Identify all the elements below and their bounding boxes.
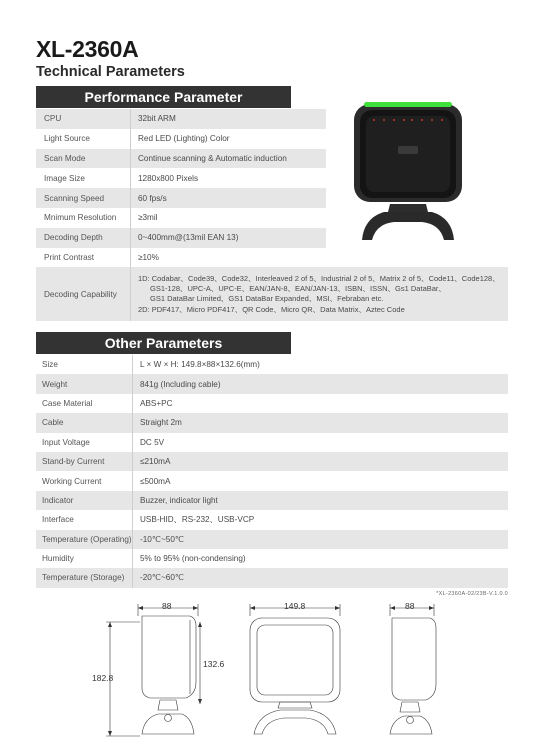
row-label: Scan Mode xyxy=(44,153,86,163)
row-label: Decoding Capability xyxy=(44,289,117,299)
row-value: ABS+PC xyxy=(140,398,173,408)
row-value: -10℃~50℃ xyxy=(140,534,185,544)
document-code: *XL-2360A-02/23B-V.1.0.0 xyxy=(436,591,508,597)
performance-heading: Performance Parameter xyxy=(36,86,291,108)
row-value: ≥10% xyxy=(138,252,159,262)
row-value: ≥3mil xyxy=(138,213,158,223)
table-row xyxy=(36,374,508,393)
product-title: XL-2360A xyxy=(36,36,139,62)
decoding-line: 1D: Codabar、Code39、Code32、Interleaved 2 of 5、Industrial 2 of 5、Matrix 2 of 5、Code11、Code128、 xyxy=(138,273,500,283)
row-value: Red LED (Lighting) Color xyxy=(138,134,230,144)
table-row-decoding xyxy=(36,267,508,321)
decoding-line: GS1 DataBar Limited、GS1 DataBar Expanded、MSI、Febraban etc. xyxy=(150,294,384,304)
decoding-list xyxy=(131,274,508,316)
table-row xyxy=(36,129,326,149)
row-label: Working Current xyxy=(42,476,102,486)
table-row xyxy=(36,228,326,248)
decoding-line: GS1-128、UPC-A、UPC-E、EAN/JAN-8、EAN/JAN-13、ISBN、ISSN、Gs1 DataBar、 xyxy=(150,283,446,293)
row-value: 0~400mm@(13mil EAN 13) xyxy=(138,233,239,243)
section-subtitle: Technical Parameters xyxy=(36,64,185,80)
other-heading: Other Parameters xyxy=(36,332,291,354)
row-label: Temperature (Operating) xyxy=(42,534,132,544)
row-label: Mnimum Resolution xyxy=(44,213,117,223)
table-row xyxy=(36,510,508,529)
row-value: 1280x800 Pixels xyxy=(138,173,199,183)
row-value: USB-HID、RS-232、USB-VCP xyxy=(140,515,255,525)
row-label: Image Size xyxy=(44,173,85,183)
table-row xyxy=(36,188,326,208)
table-row xyxy=(36,549,508,568)
row-label: CPU xyxy=(44,114,62,124)
row-value: DC 5V xyxy=(140,437,165,447)
table-row xyxy=(36,355,508,374)
row-label: Interface xyxy=(42,515,74,525)
row-value: ≤210mA xyxy=(140,457,171,467)
table-row xyxy=(36,413,508,432)
table-row xyxy=(36,248,326,268)
table-row xyxy=(36,471,508,490)
row-label: Cable xyxy=(42,418,64,428)
row-value: L × W × H: 149.8×88×132.6(mm) xyxy=(140,360,260,370)
table-row xyxy=(36,530,508,549)
row-label: Light Source xyxy=(44,134,90,144)
scanner-product-image xyxy=(352,100,464,242)
row-label: Weight xyxy=(42,379,68,389)
dimension-total-height: 182.8 xyxy=(92,673,114,683)
row-value: Buzzer, indicator light xyxy=(140,495,218,505)
row-value: 60 fps/s xyxy=(138,193,167,203)
row-label: Input Voltage xyxy=(42,437,90,447)
row-label: Indicator xyxy=(42,495,74,505)
table-row xyxy=(36,208,326,228)
row-value: 5% to 95% (non-condensing) xyxy=(140,554,246,564)
row-label: Humidity xyxy=(42,554,74,564)
table-row xyxy=(36,149,326,169)
row-label: Case Material xyxy=(42,398,93,408)
row-value: Straight 2m xyxy=(140,418,182,428)
table-row xyxy=(36,433,508,452)
row-value: 32bit ARM xyxy=(138,114,176,124)
indicator-light xyxy=(364,102,452,107)
row-value: Continue scanning & Automatic induction xyxy=(138,153,287,163)
table-row xyxy=(36,394,508,413)
table-row xyxy=(36,168,326,188)
row-label: Print Contrast xyxy=(44,252,95,262)
row-label: Size xyxy=(42,360,58,370)
row-label: Stand-by Current xyxy=(42,457,105,467)
dimension-drawing xyxy=(0,596,546,750)
row-label: Decoding Depth xyxy=(44,233,103,243)
dimension-front-width: 149.8 xyxy=(284,601,306,611)
table-row xyxy=(36,452,508,471)
other-table xyxy=(36,355,508,588)
table-row xyxy=(36,109,326,129)
row-value: 841g (Including cable) xyxy=(140,379,221,389)
dimension-body-height: 132.6 xyxy=(203,659,225,669)
decoding-line: 2D: PDF417、Micro PDF417、QR Code、Micro QR、Data Matrix、Aztec Code xyxy=(138,304,405,314)
dimension-side-width: 88 xyxy=(162,601,172,611)
table-row xyxy=(36,568,508,587)
row-label: Scanning Speed xyxy=(44,193,105,203)
row-value: ≤500mA xyxy=(140,476,171,486)
table-row xyxy=(36,491,508,510)
row-value: -20℃~60℃ xyxy=(140,573,185,583)
row-label: Temperature (Storage) xyxy=(42,573,125,583)
dimension-back-width: 88 xyxy=(405,601,415,611)
